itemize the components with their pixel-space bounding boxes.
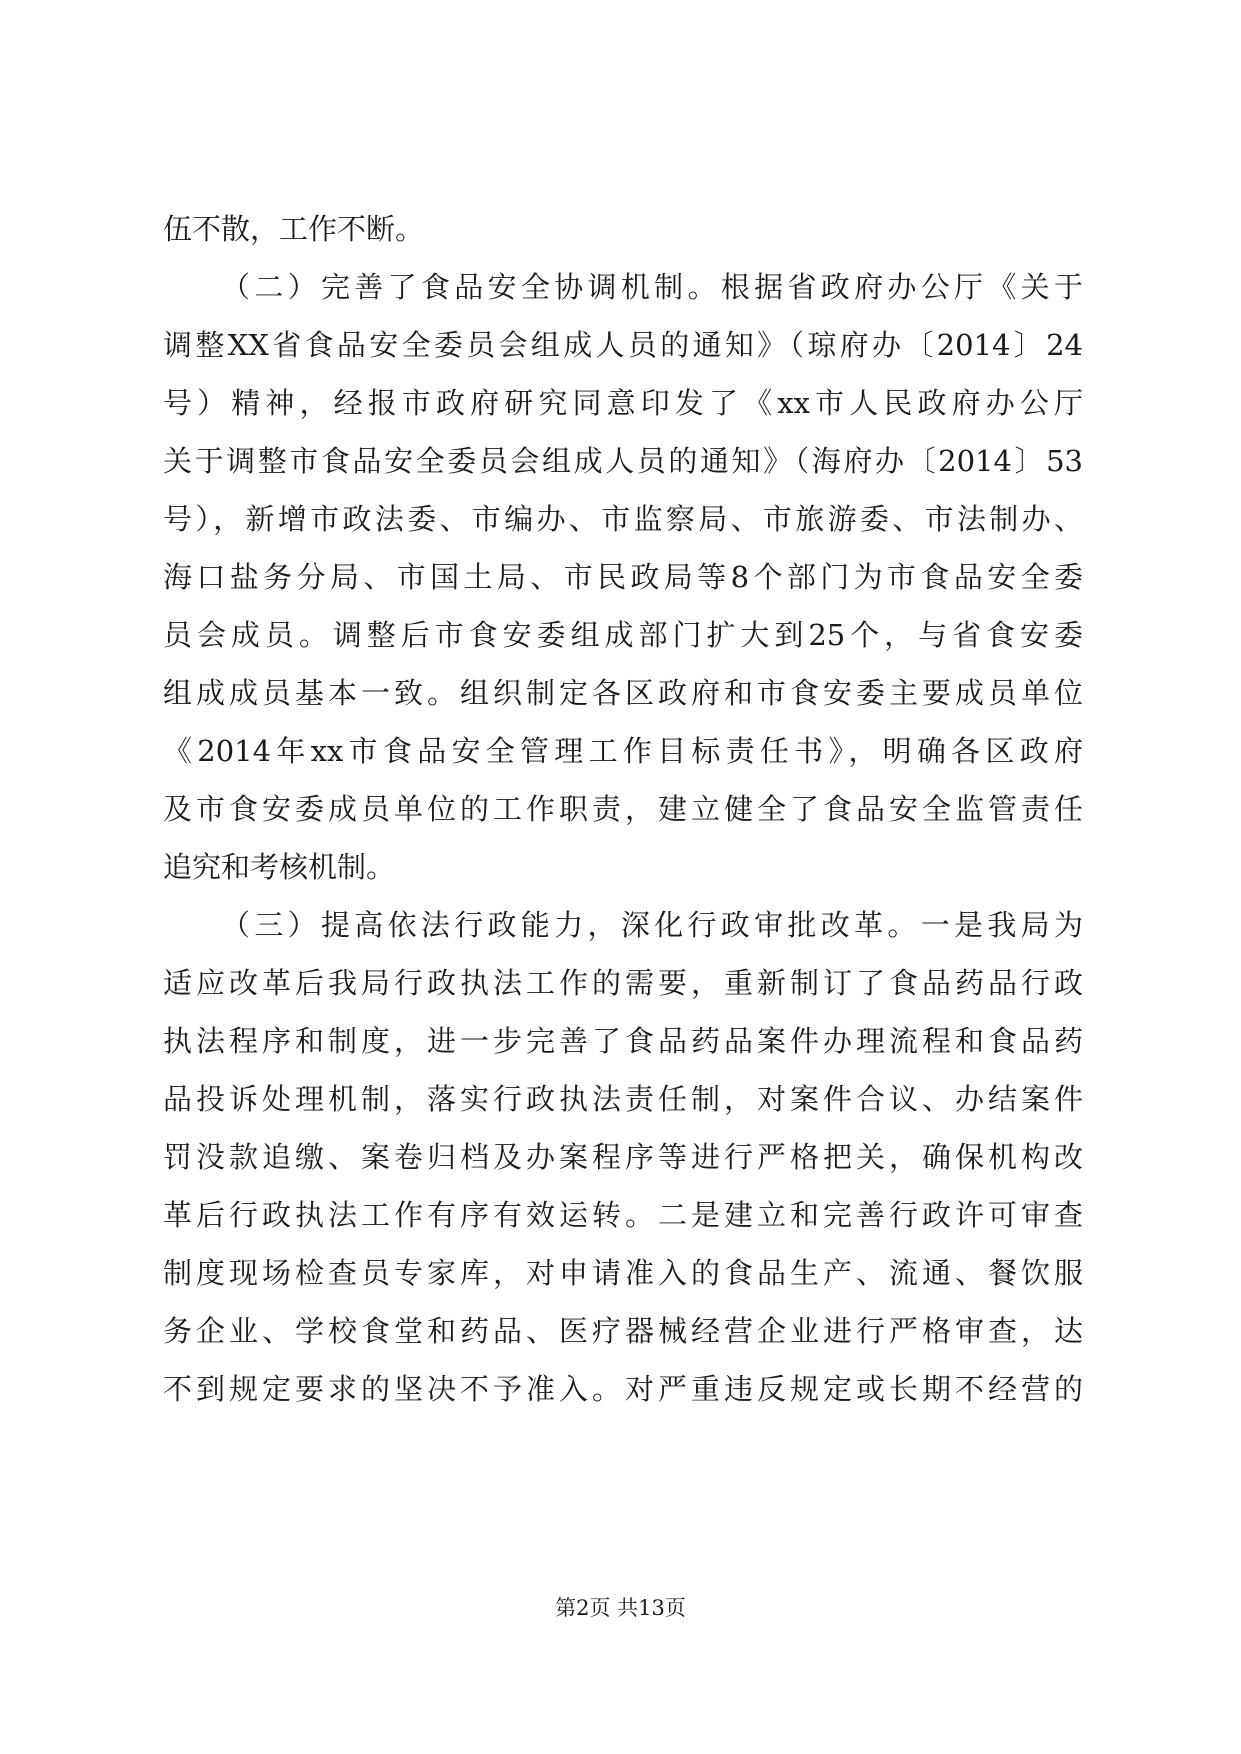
text-line: 员会成员。调整后市食安委组成部门扩大到25个，与省食安委 [163, 618, 1083, 652]
text-line: 品投诉处理机制，落实行政执法责任制，对案件合议、办结案件 [163, 1082, 1083, 1116]
text-line: 革后行政执法工作有序有效运转。二是建立和完善行政许可审查 [163, 1198, 1083, 1232]
text-line: 组成成员基本一致。组织制定各区政府和市食安委主要成员单位 [163, 676, 1083, 710]
text-line: 制度现场检查员专家库，对申请准入的食品生产、流通、餐饮服 [163, 1256, 1083, 1290]
text-line: 海口盐务分局、市国土局、市民政局等8个部门为市食品安全委 [163, 560, 1083, 594]
page-footer: 第2页 共13页 [555, 1596, 686, 1620]
text-line: 执法程序和制度，进一步完善了食品药品案件办理流程和食品药 [163, 1024, 1083, 1058]
body-text [163, 200, 1083, 1418]
text-line: 适应改革后我局行政执法工作的需要，重新制订了食品药品行政 [163, 966, 1083, 1000]
text-line: 务企业、学校食堂和药品、医疗器械经营企业进行严格审查，达 [163, 1314, 1083, 1348]
text-line: 伍不散，工作不断。 [163, 212, 425, 246]
text-line: 号），新增市政法委、市编办、市监察局、市旅游委、市法制办、 [163, 502, 1083, 536]
text-line: 调整XX省食品安全委员会组成人员的通知》（琼府办〔2014〕24 [163, 328, 1083, 362]
text-line: 号）精神，经报市政府研究同意印发了《xx市人民政府办公厅 [163, 386, 1083, 420]
text-line: 《2014年xx市食品安全管理工作目标责任书》，明确各区政府 [163, 734, 1083, 768]
text-line: 追究和考核机制。 [163, 850, 396, 884]
text-line: （二）完善了食品安全协调机制。根据省政府办公厅《关于 [221, 270, 1083, 304]
text-line: （三）提高依法行政能力，深化行政审批改革。一是我局为 [221, 908, 1083, 942]
text-line: 及市食安委成员单位的工作职责，建立健全了食品安全监管责任 [163, 792, 1083, 826]
text-line: 罚没款追缴、案卷归档及办案程序等进行严格把关，确保机构改 [163, 1140, 1083, 1174]
text-line: 不到规定要求的坚决不予准入。对严重违反规定或长期不经营的 [163, 1372, 1083, 1406]
text-line: 关于调整市食品安全委员会组成人员的通知》（海府办〔2014〕53 [163, 444, 1083, 478]
